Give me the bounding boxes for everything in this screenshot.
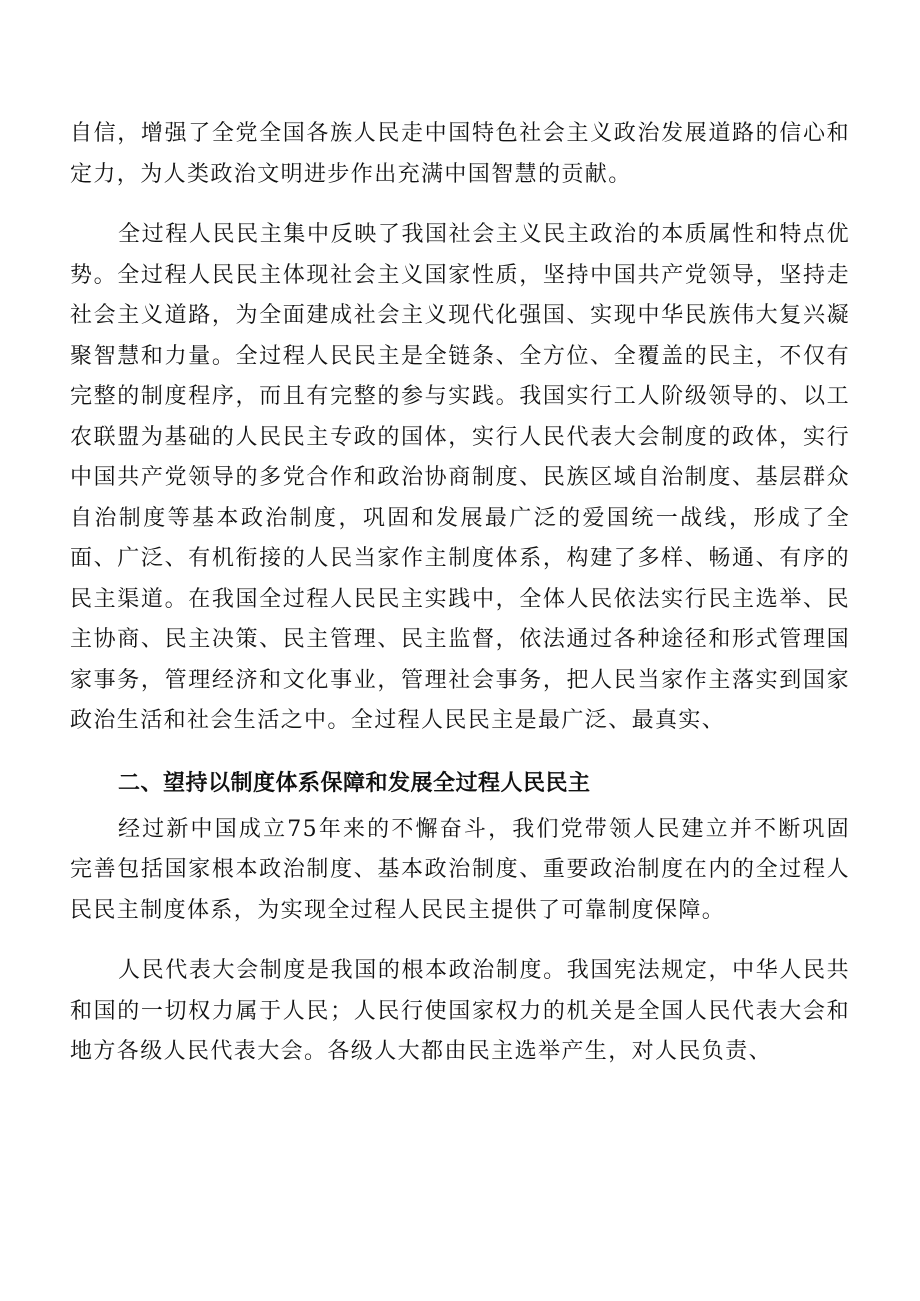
paragraph-2: 全过程人民民主集中反映了我国社会主义民主政治的本质属性和特点优势。全过程人民民主体现社会主义国家性质，坚持中国共产党领导，坚持走社会主义道路，为全面建成社会主义现代化强国、实现中华民族伟大复兴凝聚智慧和力量。全过程人民民主是全链条、全方位、全覆盖的民主，不仅有完整的制度程序，而且有完整的参与实践。我国实行工人阶级领导的、以工农联盟为基础的人民民主专政的国体，实行人民代表大会制度的政体，实行中国共产党领导的多党合作和政治协商制度、民族区域自治制度、基层群众自治制度等基本政治制度，巩固和发展最广泛的爱国统一战线，形成了全面、广泛、有机衔接的人民当家作主制度体系，构建了多样、畅通、有序的民主渠道。在我国全过程人民民主实践中，全体人民依法实行民主选举、民主协商、民主决策、民主管理、民主监督，依法通过各种途径和形式管理国家事务，管理经济和文化事业，管理社会事务，把人民当家作主落实到国家政治生活和社会生活之中。全过程人民民主是最广泛、最真实、	[70, 222, 850, 733]
document-body	[70, 114, 850, 1073]
paragraph-1: 自信，增强了全党全国各族人民走中国特色社会主义政治发展道路的信心和定力，为人类政治文明进步作出充满中国智慧的贡献。	[70, 121, 850, 187]
paragraph-4: 人民代表大会制度是我国的根本政治制度。我国宪法规定，中华人民共和国的一切权力属于人民；人民行使国家权力的机关是全国人民代表大会和地方各级人民代表大会。各级人大都由民主选举产生，对人民负责、	[70, 958, 850, 1064]
section-heading: 二、望持以制度体系保障和发展全过程人民民主	[118, 770, 591, 796]
paragraph-3: 经过新中国成立75年来的不懈奋斗，我们党带领人民建立并不断巩固完善包括国家根本政治制度、基本政治制度、重要政治制度在内的全过程人民民主制度体系，为实现全过程人民民主提供了可靠制度保障。	[70, 816, 850, 923]
